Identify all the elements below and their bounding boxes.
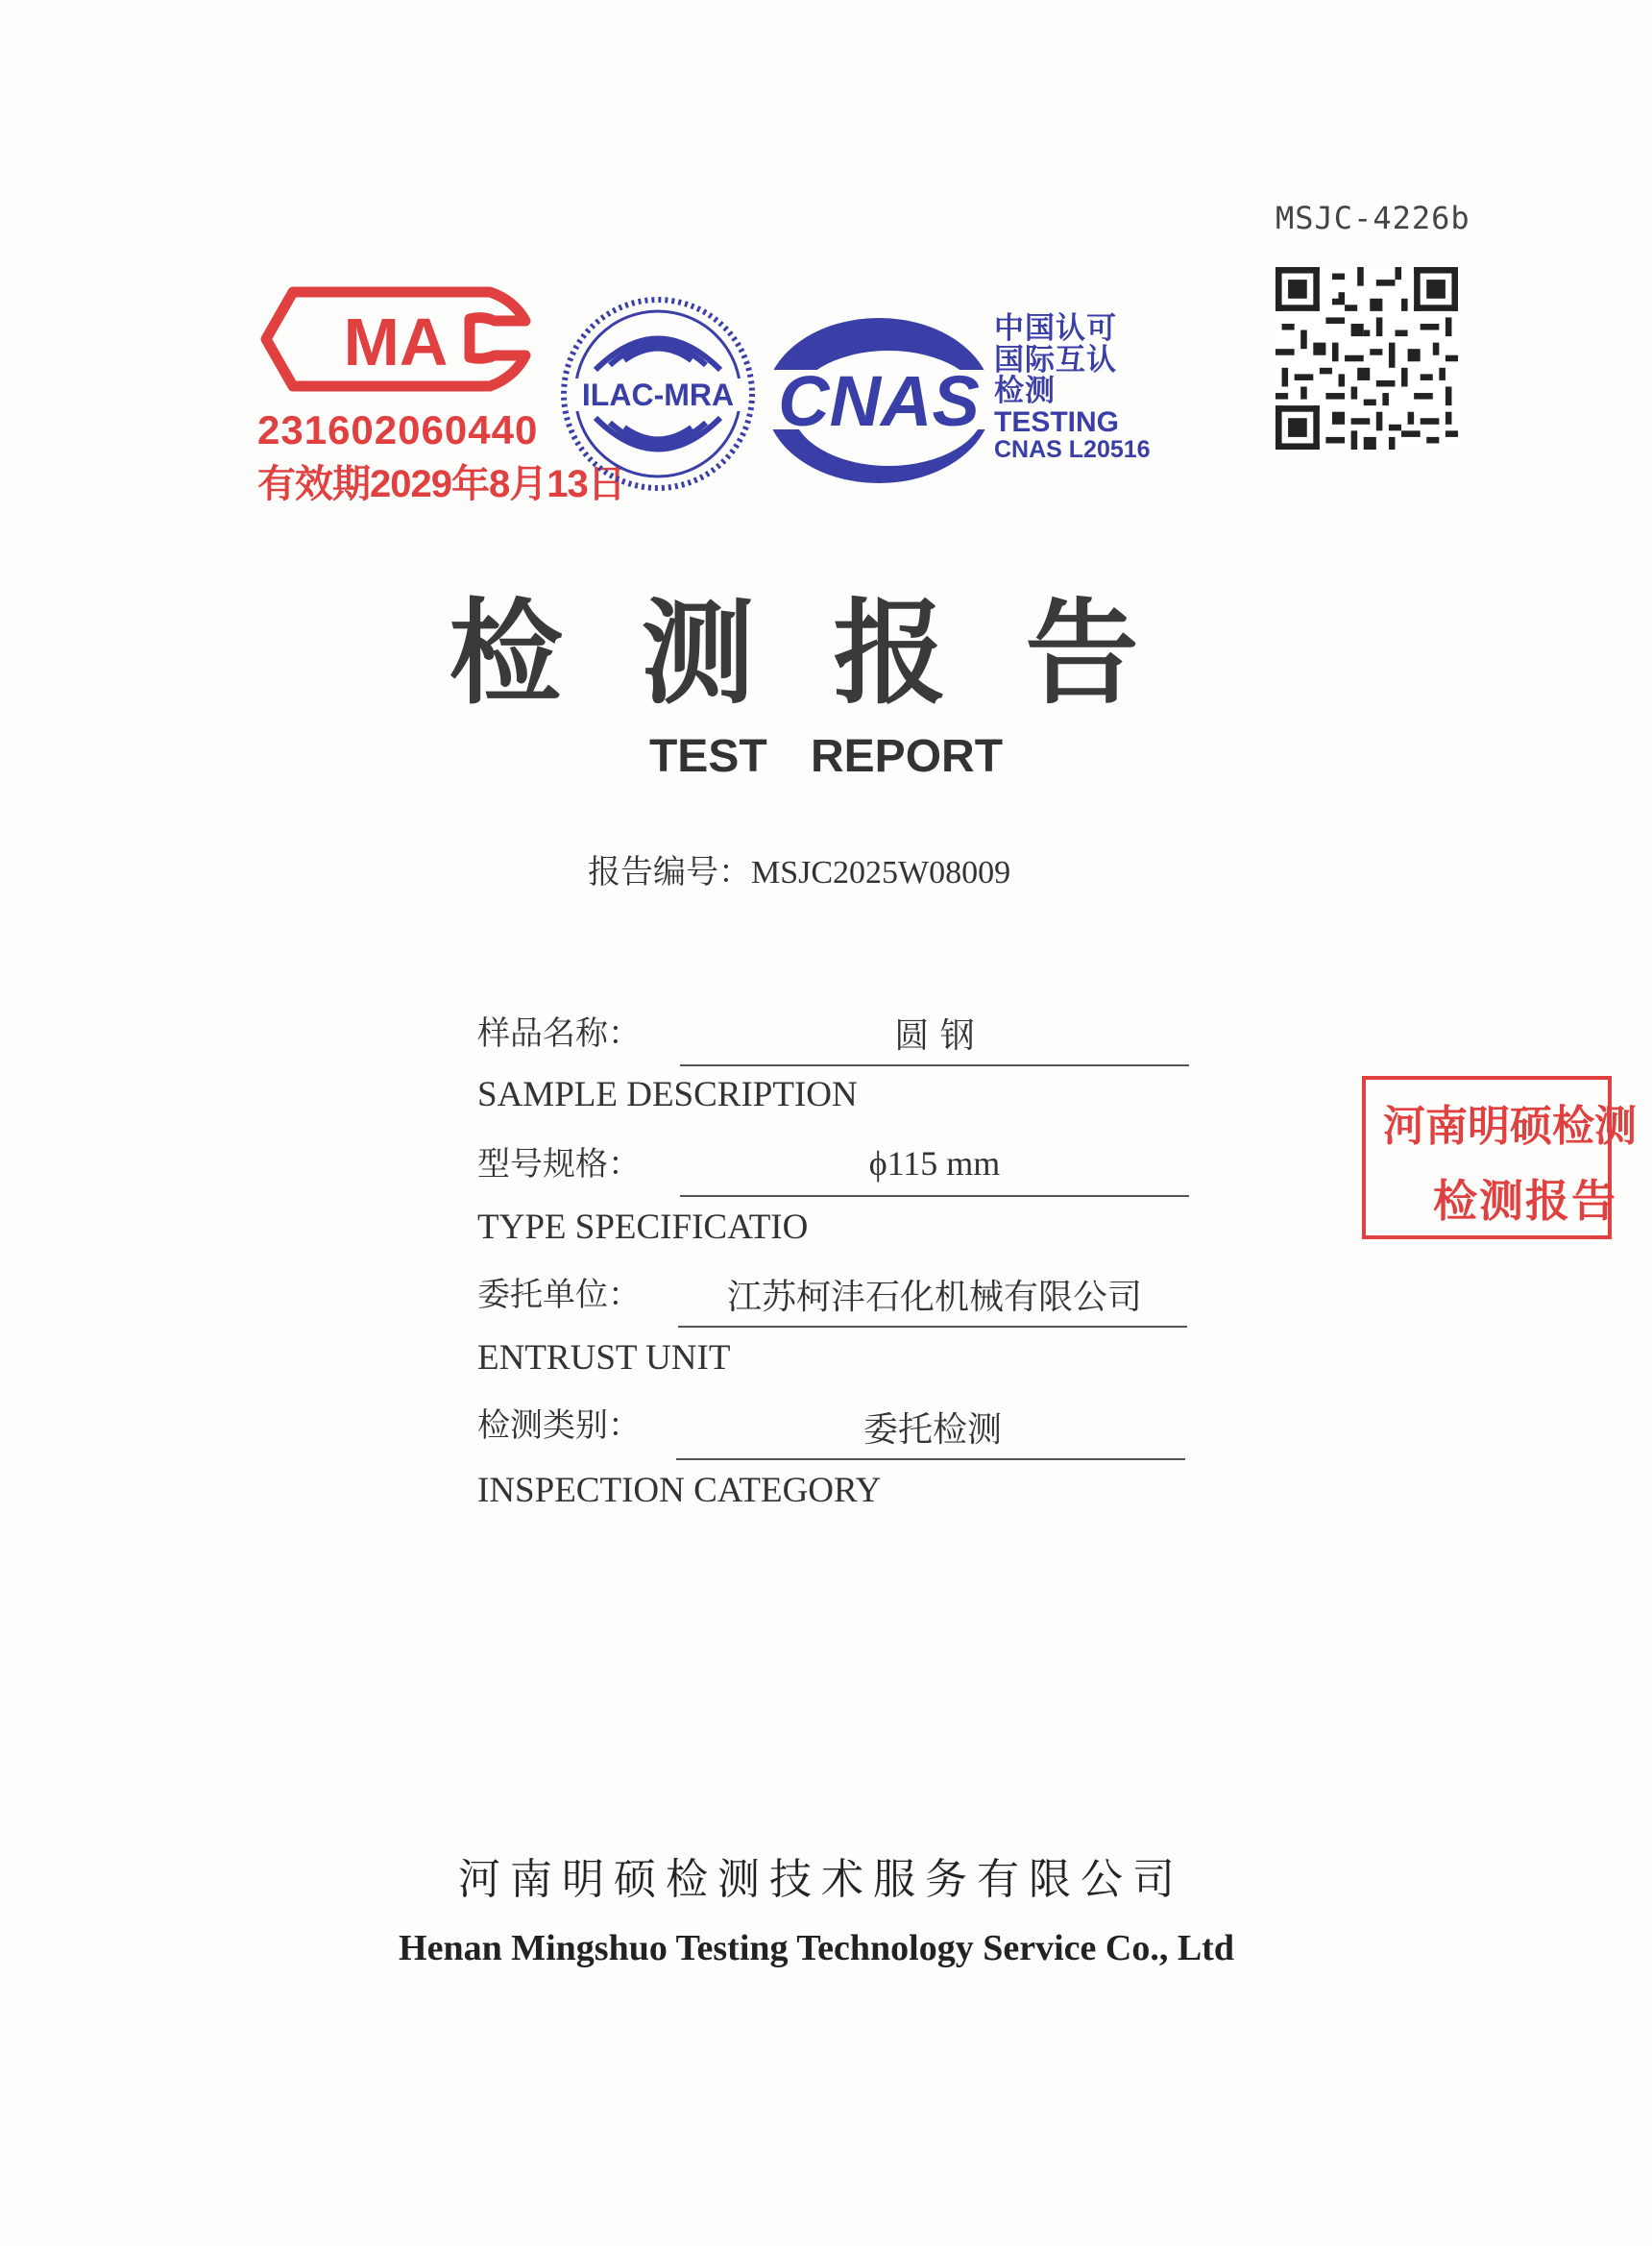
stamp-line-2: 检测报告 (1433, 1175, 1617, 1227)
entrust-unit-underline (678, 1326, 1187, 1328)
type-spec-underline (680, 1195, 1189, 1197)
cnas-line-1: 中国认可 (994, 311, 1117, 345)
report-title-zh: 检测报告 (449, 586, 1218, 720)
cnas-logo (759, 312, 999, 490)
cnas-accreditation-text (994, 313, 1151, 462)
sample-name-label: 样品名称： (477, 1014, 641, 1053)
type-specification-label: TYPE SPECIFICATIO (477, 1208, 809, 1247)
cnas-line-3: 检测 (994, 374, 1056, 408)
cnas-logo-text: CNAS (778, 361, 980, 441)
ma-logo-text: MA (343, 305, 449, 379)
entrust-unit-label-en: ENTRUST UNIT (477, 1338, 731, 1378)
entrust-unit-label-zh: 委托单位： (477, 1276, 641, 1314)
company-name-en: Henan Mingshuo Testing Technology Service Co., Ltd (399, 1928, 1234, 1968)
sample-name-underline (680, 1064, 1189, 1066)
cnas-code: CNAS L20516 (994, 436, 1151, 464)
ilac-logo-text: ILAC-MRA (581, 378, 735, 412)
inspection-category-underline (676, 1458, 1185, 1460)
document-code: MSJC-4226b (1275, 200, 1470, 236)
sample-description-label: SAMPLE DESCRIPTION (477, 1075, 858, 1114)
stamp-line-1: 河南明硕检测 (1383, 1102, 1637, 1151)
company-seal-stamp (1362, 1076, 1637, 1239)
entrust-unit-value: 江苏柯沣石化机械有限公司 (726, 1278, 1142, 1317)
inspection-category-label-zh: 检测类别： (477, 1406, 641, 1445)
ma-validity-date: 有效期2029年8月13日 (257, 463, 625, 505)
inspection-category-value: 委托检测 (862, 1410, 1002, 1450)
sample-name-value: 圆 钢 (894, 1016, 975, 1056)
ma-certificate-number: 231602060440 (257, 407, 539, 452)
report-number-value: MSJC2025W08009 (751, 855, 1011, 891)
inspection-category-label-en: INSPECTION CATEGORY (477, 1471, 882, 1510)
type-spec-value: ϕ115 mm (868, 1144, 1001, 1183)
cnas-line-4: TESTING (994, 405, 1120, 438)
report-number (588, 845, 1010, 892)
ilac-mra-logo (557, 288, 759, 500)
report-title-en: TEST REPORT (648, 731, 1004, 782)
company-name-zh: 河南明硕检测技术服务有限公司 (458, 1855, 1184, 1904)
type-spec-label: 型号规格： (477, 1145, 641, 1184)
qr-code-icon (1275, 267, 1458, 450)
cnas-line-2: 国际互认 (994, 342, 1117, 377)
report-number-label: 报告编号： (588, 853, 751, 891)
